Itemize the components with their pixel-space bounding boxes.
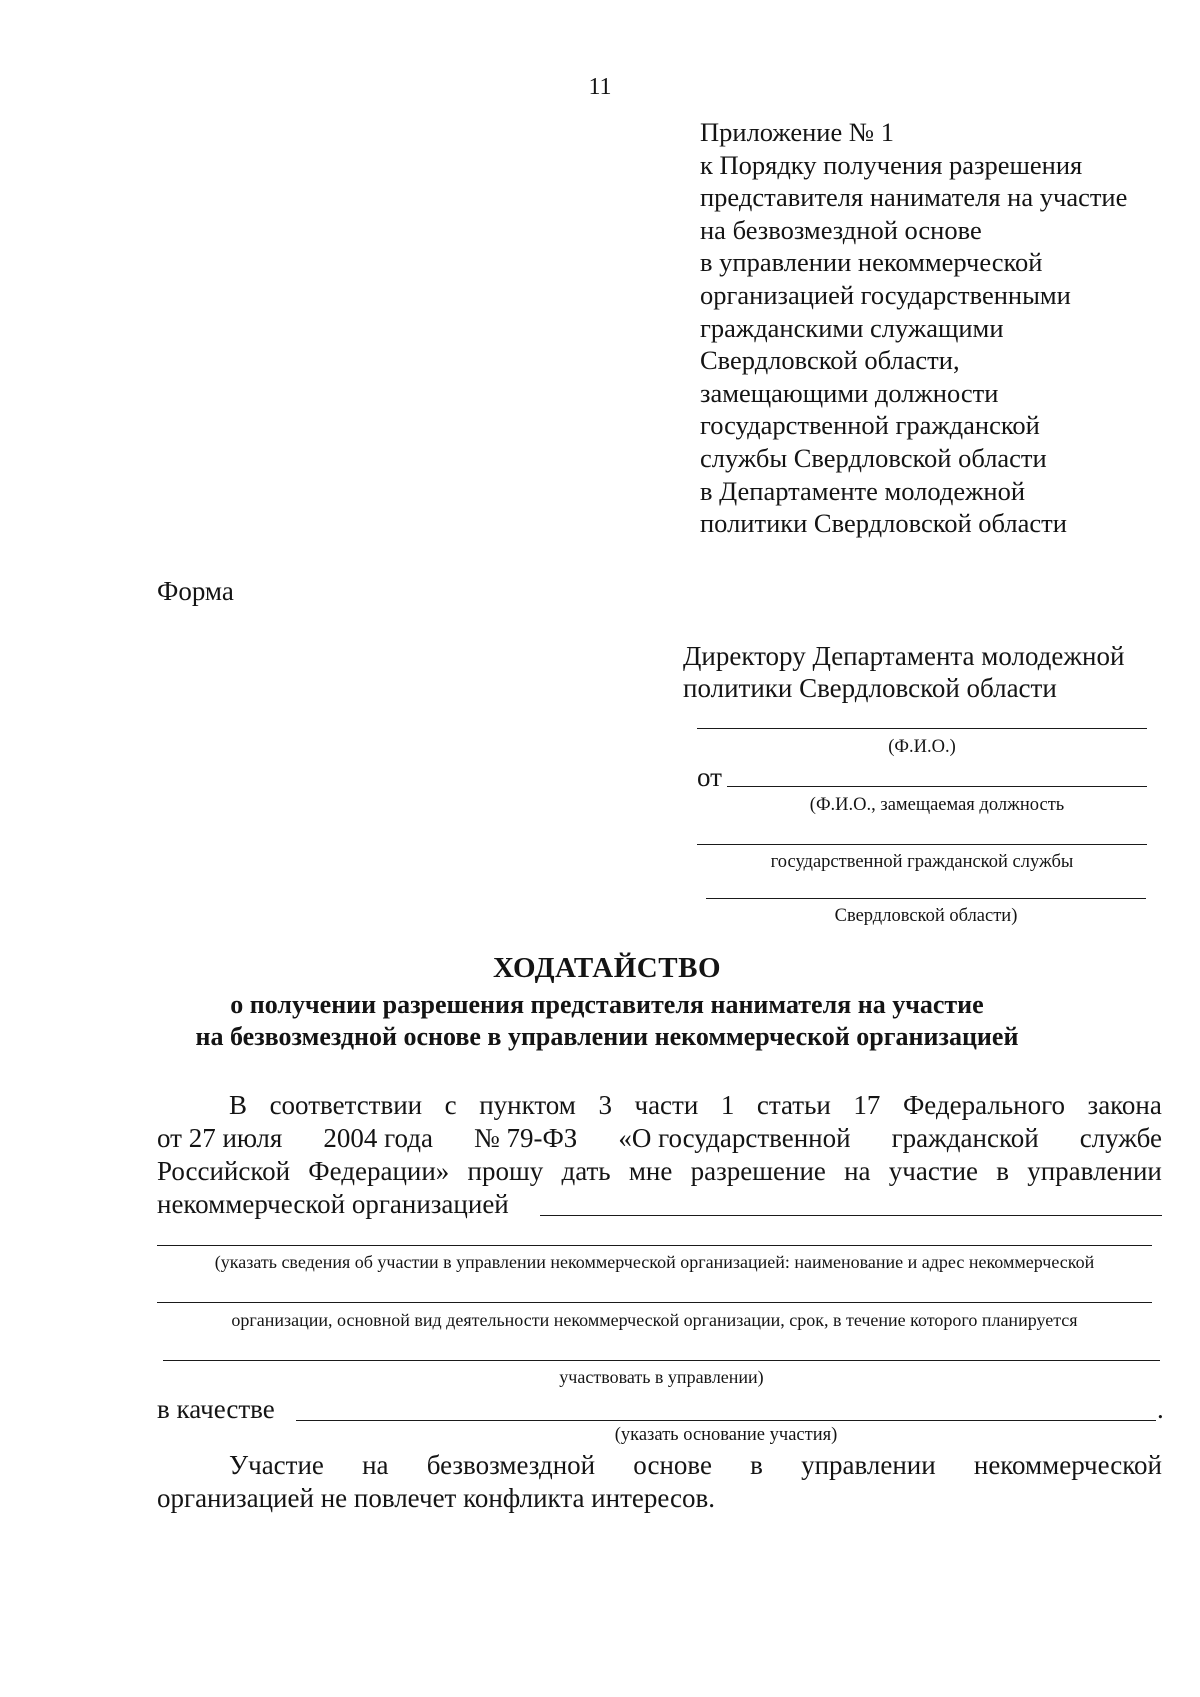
applicant-region-field[interactable]	[706, 898, 1146, 899]
body-word: мне	[628, 1156, 673, 1186]
body-word: с	[444, 1090, 457, 1120]
body-word: 3	[598, 1090, 612, 1120]
addressee-line: Директору Департамента молодежной	[683, 641, 1125, 671]
applicant-fio-field[interactable]	[727, 786, 1147, 787]
body-line-4: некоммерческой организацией	[157, 1189, 509, 1219]
body-word: дать	[561, 1156, 611, 1186]
organization-caption-1: (указать сведения об участии в управлении некоммерческой организацией: наименование и адрес некоммерческой	[214, 1252, 1095, 1272]
body-word: безвозмездной	[426, 1450, 596, 1480]
organization-details-field-2[interactable]	[157, 1302, 1152, 1303]
body-word: Федерального	[902, 1090, 1065, 1120]
appendix-line: в Департаменте молодежной	[700, 475, 1026, 506]
from-label: от	[697, 762, 722, 792]
body-word: № 79-ФЗ	[473, 1123, 578, 1153]
body-word: 2004 года	[323, 1123, 433, 1153]
body-word: части	[634, 1090, 699, 1120]
body-line-6: организацией не повлечет конфликта интересов.	[157, 1483, 715, 1513]
body-word: прошу	[467, 1156, 544, 1186]
appendix-line: на безвозмездной основе	[700, 214, 982, 245]
body-word: службе	[1079, 1123, 1162, 1153]
body-word: разрешение	[690, 1156, 826, 1186]
applicant-caption: (Ф.И.О., замещаемая должность	[809, 795, 1065, 815]
document-title: ХОДАТАЙСТВО	[492, 952, 721, 984]
body-word: Участие	[229, 1450, 324, 1480]
body-word: в	[996, 1156, 1010, 1186]
capacity-field[interactable]	[296, 1420, 1156, 1421]
appendix-line: политики Свердловской области	[700, 508, 1067, 539]
body-word: 1	[720, 1090, 735, 1120]
appendix-line: организацией государственными	[700, 279, 1071, 310]
addressee-fio-field[interactable]	[697, 728, 1147, 729]
body-word: соответствии	[269, 1090, 423, 1120]
page-number: 11	[588, 74, 612, 100]
body-word: управлении	[801, 1450, 936, 1480]
appendix-line: государственной гражданской	[700, 410, 1040, 441]
body-line-1	[229, 1090, 1162, 1121]
appendix-line: Приложение № 1	[700, 117, 895, 147]
appendix-line: Свердловской области,	[700, 345, 960, 376]
body-word: пунктом	[479, 1090, 576, 1120]
body-word: некоммерческой	[973, 1450, 1162, 1480]
body-word: гражданской	[891, 1123, 1039, 1153]
service-caption: государственной гражданской службы	[770, 852, 1074, 872]
region-caption: Свердловской области)	[834, 906, 1018, 926]
fio-caption: (Ф.И.О.)	[888, 737, 956, 757]
body-word: закона	[1087, 1090, 1162, 1120]
appendix-line: службы Свердловской области	[700, 442, 1047, 473]
organization-details-field-1[interactable]	[157, 1245, 1152, 1246]
document-subtitle-line: на безвозмездной основе в управлении некоммерческой организацией	[195, 1022, 1019, 1051]
appendix-block	[700, 116, 1127, 540]
body-line-5	[229, 1450, 1162, 1481]
organization-field[interactable]	[540, 1215, 1162, 1216]
appendix-line: к Порядку получения разрешения	[700, 149, 1083, 180]
addressee-block	[683, 640, 1124, 704]
organization-caption-3: участвовать в управлении)	[559, 1367, 764, 1387]
body-line-2	[157, 1123, 1162, 1154]
capacity-label: в качестве	[157, 1394, 275, 1424]
appendix-line: гражданскими служащими	[700, 312, 1004, 343]
addressee-line: политики Свердловской области	[683, 673, 1057, 703]
appendix-line: замещающими должности	[700, 377, 999, 408]
body-word: Российской	[157, 1156, 291, 1186]
organization-caption-2: организации, основной вид деятельности некоммерческой организации, срок, в течение которого планируется	[231, 1310, 1078, 1330]
appendix-line: представителя нанимателя на участие	[700, 182, 1128, 213]
body-word: Федерации»	[308, 1156, 450, 1186]
body-word: управлении	[1027, 1156, 1162, 1186]
body-line-3	[157, 1156, 1162, 1187]
body-word: 17	[853, 1090, 881, 1120]
body-word: В	[229, 1090, 248, 1120]
body-word: «О государственной	[618, 1123, 851, 1153]
body-word: в	[750, 1450, 763, 1480]
applicant-service-field[interactable]	[697, 844, 1147, 845]
form-label: Форма	[157, 576, 234, 606]
body-word: статьи	[756, 1090, 831, 1120]
body-word: на	[362, 1450, 389, 1480]
organization-details-field-3[interactable]	[163, 1360, 1160, 1361]
appendix-line: в управлении некоммерческой	[700, 247, 1043, 278]
document-subtitle-line: о получении разрешения представителя нанимателя на участие	[230, 990, 984, 1019]
body-word: основе	[633, 1450, 712, 1480]
capacity-caption: (указать основание участия)	[614, 1425, 838, 1445]
capacity-period: .	[1157, 1394, 1164, 1424]
body-word: участие	[888, 1156, 979, 1186]
body-word: на	[844, 1156, 871, 1186]
body-word: от 27 июля	[157, 1123, 283, 1153]
